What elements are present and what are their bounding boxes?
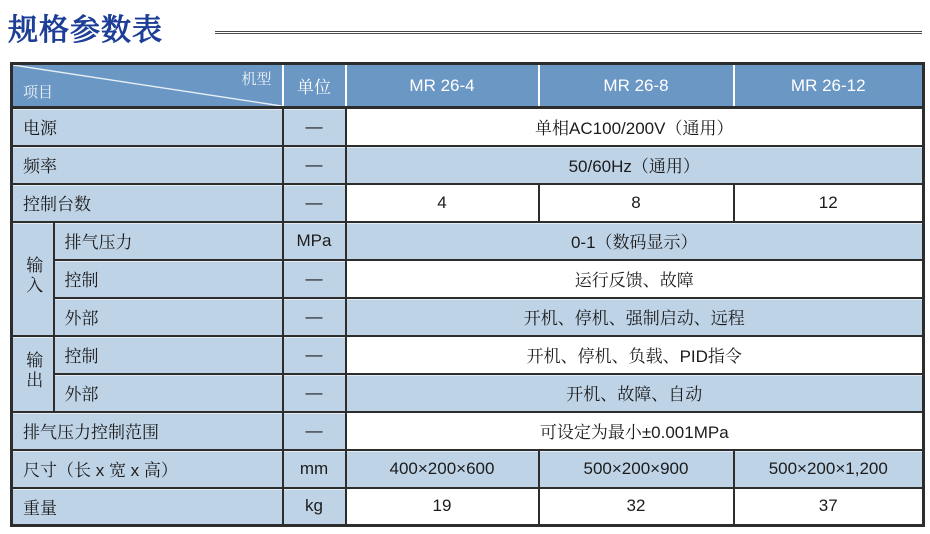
group-label-text: 输入	[23, 256, 43, 296]
unit-cell: MPa	[283, 222, 346, 260]
table-row	[12, 298, 924, 336]
unit-cell: —	[283, 412, 346, 450]
header-model-3: MR 26-12	[734, 64, 924, 108]
value-cell: 开机、停机、强制启动、远程	[346, 298, 924, 336]
row-label: 外部	[54, 298, 283, 336]
row-label: 排气压力控制范围	[12, 412, 283, 450]
row-label: 控制	[54, 336, 283, 374]
table-row	[12, 374, 924, 412]
unit-cell: mm	[283, 450, 346, 488]
corner-label-item: 项目	[23, 84, 54, 101]
table-row	[12, 336, 924, 374]
row-label: 电源	[12, 108, 283, 146]
spec-table	[10, 62, 925, 527]
corner-label-model: 机型	[241, 71, 272, 88]
value-cell: 可设定为最小±0.001MPa	[346, 412, 924, 450]
row-label: 控制台数	[12, 184, 283, 222]
row-label: 排气压力	[54, 222, 283, 260]
row-label: 重量	[12, 488, 283, 526]
value-cell: 8	[539, 184, 734, 222]
unit-cell: —	[283, 108, 346, 146]
table-row	[12, 488, 924, 526]
value-cell: 开机、停机、负载、PID指令	[346, 336, 924, 374]
table-row	[12, 412, 924, 450]
value-cell: 4	[346, 184, 539, 222]
row-label: 尺寸（长 x 宽 x 高）	[12, 450, 283, 488]
corner-cell	[12, 64, 283, 108]
unit-cell: kg	[283, 488, 346, 526]
group-label-text: 输出	[23, 351, 43, 391]
spec-table-body	[12, 108, 924, 526]
table-row	[12, 260, 924, 298]
value-cell: 0-1（数码显示）	[346, 222, 924, 260]
value-cell: 运行反馈、故障	[346, 260, 924, 298]
value-cell: 19	[346, 488, 539, 526]
value-cell: 开机、故障、自动	[346, 374, 924, 412]
value-cell: 50/60Hz（通用）	[346, 146, 924, 184]
table-row	[12, 222, 924, 260]
unit-cell: —	[283, 374, 346, 412]
value-cell: 单相AC100/200V（通用）	[346, 108, 924, 146]
unit-cell: —	[283, 260, 346, 298]
table-row	[12, 450, 924, 488]
group-label	[12, 222, 54, 336]
row-label: 外部	[54, 374, 283, 412]
table-row	[12, 146, 924, 184]
unit-cell: —	[283, 184, 346, 222]
header-model-1: MR 26-4	[346, 64, 539, 108]
value-cell: 12	[734, 184, 924, 222]
header-unit: 单位	[283, 64, 346, 108]
value-cell: 500×200×900	[539, 450, 734, 488]
page-title: 规格参数表	[8, 14, 163, 47]
unit-cell: —	[283, 298, 346, 336]
title-underline	[215, 31, 922, 34]
table-row	[12, 108, 924, 146]
row-label: 频率	[12, 146, 283, 184]
unit-cell: —	[283, 146, 346, 184]
value-cell: 32	[539, 488, 734, 526]
row-label: 控制	[54, 260, 283, 298]
header-model-2: MR 26-8	[539, 64, 734, 108]
value-cell: 500×200×1,200	[734, 450, 924, 488]
table-row	[12, 184, 924, 222]
value-cell: 37	[734, 488, 924, 526]
header-row	[12, 64, 924, 108]
group-label	[12, 336, 54, 412]
value-cell: 400×200×600	[346, 450, 539, 488]
unit-cell: —	[283, 336, 346, 374]
